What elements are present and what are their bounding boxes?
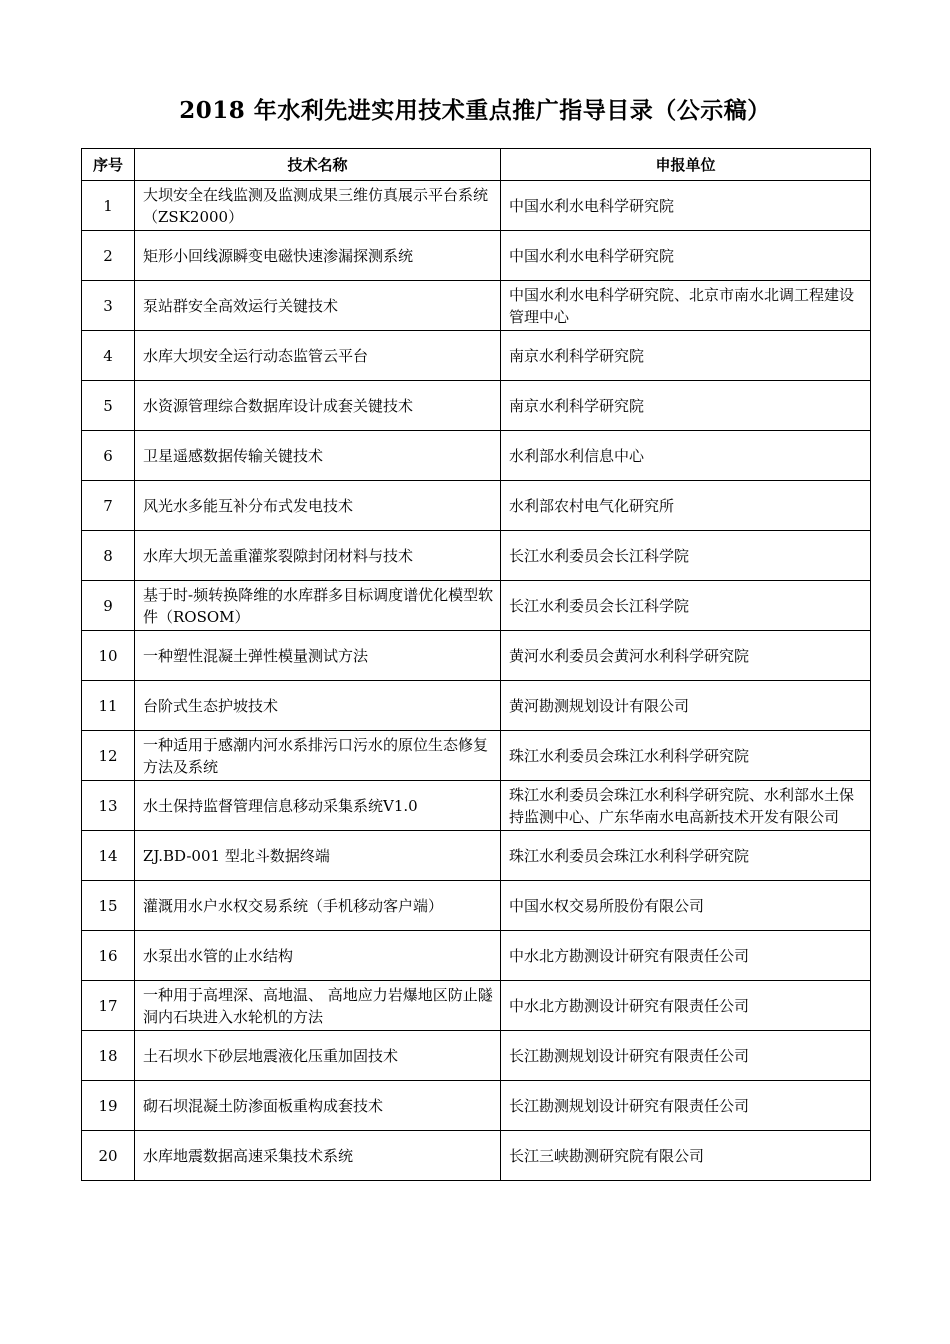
table-header-row	[82, 149, 871, 181]
applicant-cell: 水利部水利信息中心	[501, 431, 871, 481]
row-index-cell: 1	[82, 181, 135, 231]
applicant-cell: 长江水利委员会长江科学院	[501, 581, 871, 631]
row-index-cell: 20	[82, 1131, 135, 1181]
table-row	[82, 1131, 871, 1181]
row-index-cell: 17	[82, 981, 135, 1031]
applicant-cell: 珠江水利委员会珠江水利科学研究院	[501, 831, 871, 881]
table-row	[82, 581, 871, 631]
table-row	[82, 331, 871, 381]
tech-name-cell: 一种适用于感潮内河水系排污口污水的原位生态修复方法及系统	[135, 731, 501, 781]
table-row	[82, 281, 871, 331]
applicant-cell: 中水北方勘测设计研究有限责任公司	[501, 931, 871, 981]
tech-name-cell: 水库大坝安全运行动态监管云平台	[135, 331, 501, 381]
applicant-cell: 黄河水利委员会黄河水利科学研究院	[501, 631, 871, 681]
row-index-cell: 4	[82, 331, 135, 381]
column-header-tech-name: 技术名称	[135, 149, 501, 181]
applicant-cell: 中国水利水电科学研究院	[501, 181, 871, 231]
applicant-cell: 长江水利委员会长江科学院	[501, 531, 871, 581]
tech-name-cell: 灌溉用水户水权交易系统（手机移动客户端）	[135, 881, 501, 931]
tech-name-cell: 大坝安全在线监测及监测成果三维仿真展示平台系统（ZSK2000）	[135, 181, 501, 231]
tech-name-cell: 泵站群安全高效运行关键技术	[135, 281, 501, 331]
row-index-cell: 15	[82, 881, 135, 931]
tech-name-cell: 基于时-频转换降维的水库群多目标调度谱优化模型软件（ROSOM）	[135, 581, 501, 631]
column-header-index: 序号	[82, 149, 135, 181]
row-index-cell: 11	[82, 681, 135, 731]
table-row	[82, 181, 871, 231]
row-index-cell: 18	[82, 1031, 135, 1081]
applicant-cell: 中国水利水电科学研究院	[501, 231, 871, 281]
row-index-cell: 3	[82, 281, 135, 331]
tech-name-cell: 一种用于高埋深、高地温、 高地应力岩爆地区防止隧洞内石块进入水轮机的方法	[135, 981, 501, 1031]
page-title: 2018 年水利先进实用技术重点推广指导目录（公示稿）	[179, 97, 771, 124]
catalog-table	[81, 148, 871, 1181]
table-row	[82, 481, 871, 531]
applicant-cell: 中国水权交易所股份有限公司	[501, 881, 871, 931]
applicant-cell: 珠江水利委员会珠江水利科学研究院、水利部水土保持监测中心、广东华南水电高新技术开发有限公司	[501, 781, 871, 831]
row-index-cell: 10	[82, 631, 135, 681]
applicant-cell: 南京水利科学研究院	[501, 331, 871, 381]
applicant-cell: 南京水利科学研究院	[501, 381, 871, 431]
tech-name-cell: 土石坝水下砂层地震液化压重加固技术	[135, 1031, 501, 1081]
applicant-cell: 中水北方勘测设计研究有限责任公司	[501, 981, 871, 1031]
tech-name-cell: 水库大坝无盖重灌浆裂隙封闭材料与技术	[135, 531, 501, 581]
tech-name-cell: 水土保持监督管理信息移动采集系统V1.0	[135, 781, 501, 831]
row-index-cell: 16	[82, 931, 135, 981]
table-row	[82, 681, 871, 731]
table-row	[82, 831, 871, 881]
row-index-cell: 19	[82, 1081, 135, 1131]
row-index-cell: 6	[82, 431, 135, 481]
row-index-cell: 14	[82, 831, 135, 881]
tech-name-cell: 台阶式生态护坡技术	[135, 681, 501, 731]
row-index-cell: 13	[82, 781, 135, 831]
table-row	[82, 731, 871, 781]
column-header-applicant: 申报单位	[501, 149, 871, 181]
tech-name-cell: ZJ.BD-001 型北斗数据终端	[135, 831, 501, 881]
tech-name-cell: 水泵出水管的止水结构	[135, 931, 501, 981]
table-row	[82, 1031, 871, 1081]
applicant-cell: 珠江水利委员会珠江水利科学研究院	[501, 731, 871, 781]
tech-name-cell: 水资源管理综合数据库设计成套关键技术	[135, 381, 501, 431]
applicant-cell: 长江三峡勘测研究院有限公司	[501, 1131, 871, 1181]
tech-name-cell: 水库地震数据高速采集技术系统	[135, 1131, 501, 1181]
tech-name-cell: 矩形小回线源瞬变电磁快速渗漏探测系统	[135, 231, 501, 281]
table-row	[82, 931, 871, 981]
applicant-cell: 长江勘测规划设计研究有限责任公司	[501, 1081, 871, 1131]
table-row	[82, 781, 871, 831]
table-row	[82, 531, 871, 581]
applicant-cell: 中国水利水电科学研究院、北京市南水北调工程建设管理中心	[501, 281, 871, 331]
table-row	[82, 1081, 871, 1131]
table-row	[82, 881, 871, 931]
row-index-cell: 8	[82, 531, 135, 581]
row-index-cell: 2	[82, 231, 135, 281]
applicant-cell: 水利部农村电气化研究所	[501, 481, 871, 531]
applicant-cell: 长江勘测规划设计研究有限责任公司	[501, 1031, 871, 1081]
row-index-cell: 9	[82, 581, 135, 631]
tech-name-cell: 风光水多能互补分布式发电技术	[135, 481, 501, 531]
row-index-cell: 7	[82, 481, 135, 531]
table-row	[82, 431, 871, 481]
applicant-cell: 黄河勘测规划设计有限公司	[501, 681, 871, 731]
tech-name-cell: 一种塑性混凝土弹性模量测试方法	[135, 631, 501, 681]
row-index-cell: 5	[82, 381, 135, 431]
table-row	[82, 631, 871, 681]
table-row	[82, 381, 871, 431]
table-body	[82, 181, 871, 1181]
table-row	[82, 231, 871, 281]
tech-name-cell: 卫星遥感数据传输关键技术	[135, 431, 501, 481]
row-index-cell: 12	[82, 731, 135, 781]
tech-name-cell: 砌石坝混凝土防渗面板重构成套技术	[135, 1081, 501, 1131]
table-row	[82, 981, 871, 1031]
